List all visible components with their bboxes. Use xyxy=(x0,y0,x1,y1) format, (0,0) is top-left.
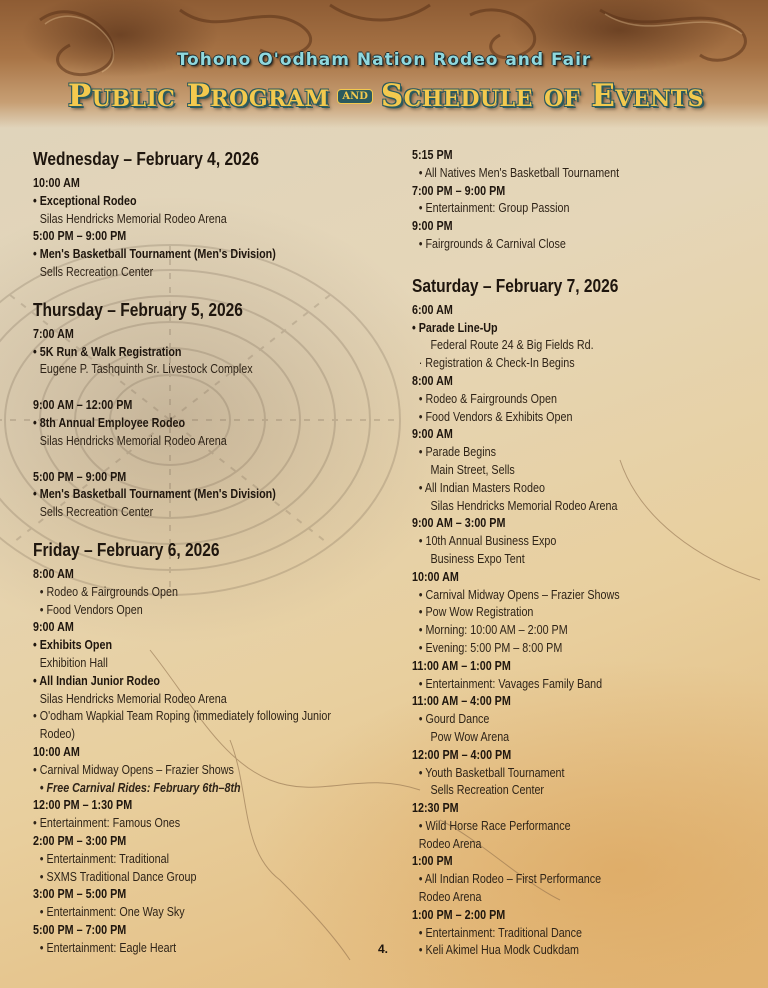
event-time: 7:00 AM xyxy=(33,325,74,341)
event-time: 2:00 PM – 3:00 PM xyxy=(33,832,127,848)
event-item: • Parade Begins xyxy=(418,444,496,460)
event-item: • Rodeo & Fairgrounds Open xyxy=(418,390,557,406)
event-item: • Entertainment: Traditional xyxy=(39,850,169,866)
event-item: Rodeo Arena xyxy=(418,835,482,851)
event-time: 11:00 AM – 4:00 PM xyxy=(412,693,511,709)
schedule-left-column xyxy=(33,148,389,956)
event-item: Sells Recreation Center xyxy=(39,504,154,520)
schedule-right-column xyxy=(412,146,765,959)
event-item: • Evening: 5:00 PM – 8:00 PM xyxy=(418,639,563,655)
title-left: Public Program xyxy=(67,78,330,114)
event-item: Sells Recreation Center xyxy=(430,782,545,798)
event-item: • Men's Basketball Tournament (Men's Division) xyxy=(33,486,276,502)
event-item: Sells Recreation Center xyxy=(39,263,154,279)
day-heading: Saturday – February 7, 2026 xyxy=(412,274,619,296)
event-time: 9:00 AM xyxy=(412,426,453,442)
event-time: 10:00 AM xyxy=(412,568,459,584)
day-heading: Thursday – February 5, 2026 xyxy=(33,298,243,320)
event-item: • Keli Akimel Hua Modk Cudkdam xyxy=(418,942,580,958)
event-item: • Entertainment: Vavages Family Band xyxy=(418,675,603,691)
event-item: Eugene P. Tashquinth Sr. Livestock Complex xyxy=(39,361,253,377)
event-time: 7:00 PM – 9:00 PM xyxy=(412,182,506,198)
page-number: 4. xyxy=(378,942,389,956)
event-item: Rodeo) xyxy=(39,726,75,742)
event-time: 5:00 PM – 9:00 PM xyxy=(33,468,127,484)
event-item: • Morning: 10:00 AM – 2:00 PM xyxy=(418,622,568,638)
event-item: • Entertainment: Famous Ones xyxy=(33,815,181,831)
event-item: Business Expo Tent xyxy=(430,550,525,566)
event-item: Pow Wow Arena xyxy=(430,728,510,744)
event-item: • Carnival Midway Opens – Frazier Shows xyxy=(418,586,620,602)
event-item: • Food Vendors & Exhibits Open xyxy=(418,408,573,424)
event-item: Silas Hendricks Memorial Rodeo Arena xyxy=(39,690,227,706)
event-item: • Entertainment: Eagle Heart xyxy=(39,939,177,955)
event-time: 12:00 PM – 1:30 PM xyxy=(33,797,133,813)
event-subtitle: Tohono O'odham Nation Rodeo and Fair xyxy=(176,50,592,70)
event-item: • Gourd Dance xyxy=(418,711,490,727)
event-item: Silas Hendricks Memorial Rodeo Arena xyxy=(430,497,618,513)
event-item: • Parade Line-Up xyxy=(412,319,498,335)
spacer xyxy=(33,450,386,468)
event-item: • Wild Horse Race Performance xyxy=(418,817,571,833)
event-time: 9:00 PM xyxy=(412,218,453,234)
event-item: • 8th Annual Employee Rodeo xyxy=(33,414,186,430)
event-item: • 10th Annual Business Expo xyxy=(418,533,557,549)
event-item: • Free Carnival Rides: February 6th–8th xyxy=(39,779,241,795)
event-time: 10:00 AM xyxy=(33,743,80,759)
day-heading: Wednesday – February 4, 2026 xyxy=(33,148,260,169)
event-time: 8:00 AM xyxy=(33,565,74,581)
spacer xyxy=(412,253,765,275)
event-item: • Rodeo & Fairgrounds Open xyxy=(39,583,178,599)
event-item: • Entertainment: Group Passion xyxy=(418,200,570,216)
event-time: 3:00 PM – 5:00 PM xyxy=(33,886,127,902)
event-time: 1:00 PM xyxy=(412,853,453,869)
event-item: • Carnival Midway Opens – Frazier Shows xyxy=(33,761,234,777)
event-item: • Youth Basketball Tournament xyxy=(418,764,565,780)
event-item: • O'odham Wapkial Team Roping (immediately following Junior xyxy=(33,708,331,724)
event-item: • SXMS Traditional Dance Group xyxy=(39,868,197,884)
event-time: 5:00 PM – 9:00 PM xyxy=(33,228,127,244)
event-item: • Food Vendors Open xyxy=(39,601,143,617)
event-item: • Exceptional Rodeo xyxy=(33,192,137,208)
event-item: • Men's Basketball Tournament (Men's Division) xyxy=(33,246,276,262)
spacer xyxy=(33,281,386,299)
title-right: Schedule of Events xyxy=(380,78,705,114)
day-heading: Friday – February 6, 2026 xyxy=(33,538,220,560)
event-time: 8:00 AM xyxy=(412,372,453,388)
event-item: • Entertainment: Traditional Dance xyxy=(418,924,583,940)
header-banner xyxy=(0,0,768,128)
event-time: 6:00 AM xyxy=(412,301,453,317)
page-title xyxy=(36,74,736,118)
event-time: 12:00 PM – 4:00 PM xyxy=(412,746,512,762)
event-time: 11:00 AM – 1:00 PM xyxy=(412,657,511,673)
event-item: • Entertainment: One Way Sky xyxy=(39,904,185,920)
event-item: • 5K Run & Walk Registration xyxy=(33,343,182,359)
event-time: 10:00 AM xyxy=(33,175,80,190)
event-time: 5:15 PM xyxy=(412,147,453,162)
event-item: Silas Hendricks Memorial Rodeo Arena xyxy=(39,432,227,448)
event-item: • Fairgrounds & Carnival Close xyxy=(418,235,566,251)
event-time: 9:00 AM – 12:00 PM xyxy=(33,397,133,413)
spacer xyxy=(33,521,386,539)
event-item: • Exhibits Open xyxy=(33,637,113,653)
event-item: • All Indian Masters Rodeo xyxy=(418,479,545,495)
event-time: 5:00 PM – 7:00 PM xyxy=(33,921,127,937)
event-time: 9:00 AM xyxy=(33,619,74,635)
event-item: • Pow Wow Registration xyxy=(418,604,534,620)
event-item: Federal Route 24 & Big Fields Rd. xyxy=(430,337,594,353)
event-item: · Registration & Check-In Begins xyxy=(418,355,575,371)
event-time: 9:00 AM – 3:00 PM xyxy=(412,515,506,531)
event-time: 1:00 PM – 2:00 PM xyxy=(412,906,506,922)
event-item: Exhibition Hall xyxy=(39,654,108,670)
event-item: Rodeo Arena xyxy=(418,889,482,905)
title-and-badge: AND xyxy=(337,89,373,104)
event-item: • All Natives Men's Basketball Tournament xyxy=(418,164,620,180)
event-time: 12:30 PM xyxy=(412,800,459,816)
event-item: • All Indian Junior Rodeo xyxy=(33,672,160,688)
event-item: Main Street, Sells xyxy=(430,461,515,477)
event-item: Silas Hendricks Memorial Rodeo Arena xyxy=(39,210,227,226)
event-item: • All Indian Rodeo – First Performance xyxy=(418,871,602,887)
spacer xyxy=(33,378,386,396)
